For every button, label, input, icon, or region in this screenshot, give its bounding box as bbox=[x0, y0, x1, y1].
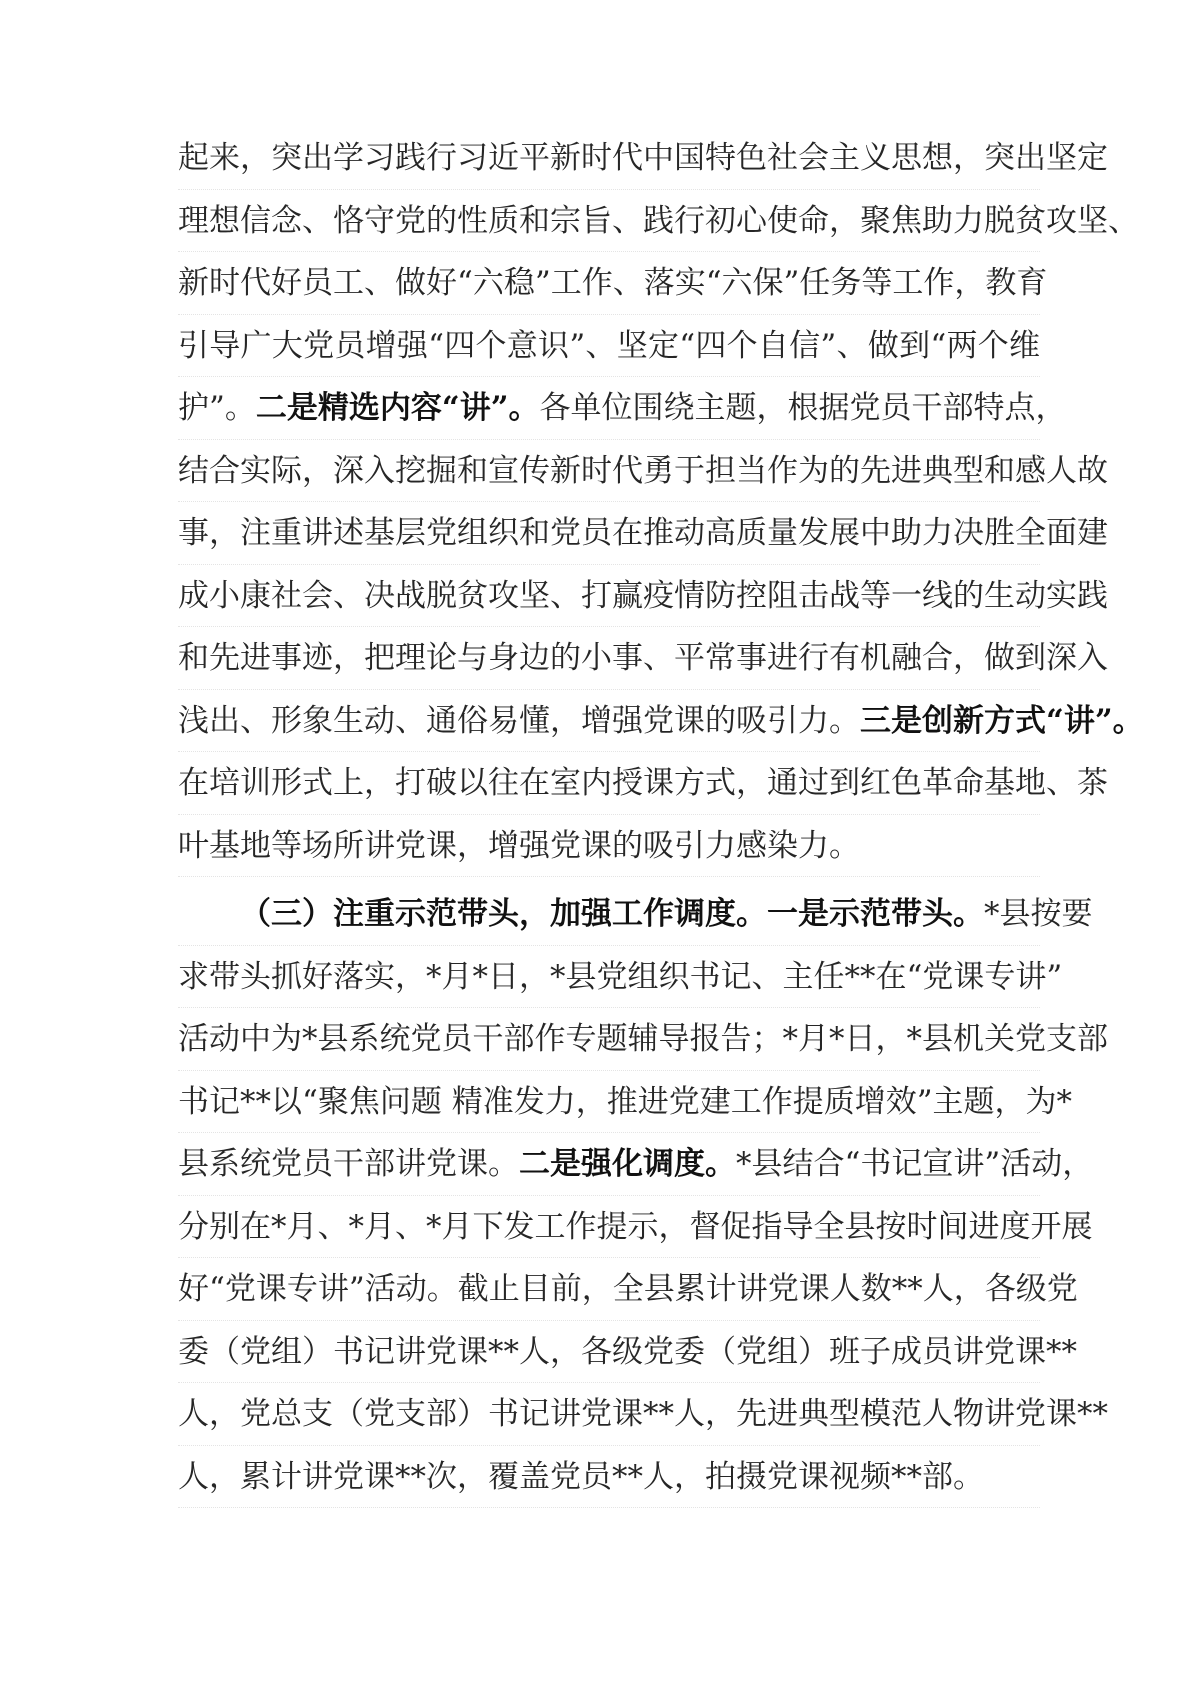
text-line bbox=[178, 1321, 1077, 1384]
body-text: 好“党课专讲”活动。截止目前，全县累计讲党课人数**人，各级党 bbox=[178, 1271, 1078, 1307]
bold-heading-text: 二是强化调度。 bbox=[519, 1146, 736, 1182]
text-line bbox=[178, 1071, 1073, 1134]
bold-heading-text: （三）注重示范带头，加强工作调度。一是示范带头。 bbox=[240, 896, 984, 932]
body-text: 引导广大党员增强“四个意识”、坚定“四个自信”、做到“两个维 bbox=[178, 327, 1040, 364]
body-text: 新时代好员工、做好“六稳”工作、落实“六保”任务等工作，教育 bbox=[178, 265, 1048, 301]
body-text: *县结合“书记宣讲”活动， bbox=[736, 1146, 1094, 1182]
body-text: 委（党组）书记讲党课**人，各级党委（党组）班子成员讲党课** bbox=[178, 1333, 1077, 1370]
body-text: *县按要 bbox=[984, 896, 1093, 932]
body-text: 结合实际，深入挖掘和宣传新时代勇于担当作为的先进典型和感人故 bbox=[178, 452, 1108, 489]
text-line bbox=[178, 627, 1108, 690]
body-text: 护”。 bbox=[178, 390, 256, 426]
body-text: 人，累计讲党课**次，覆盖党员**人，拍摄党课视频**部。 bbox=[178, 1458, 984, 1495]
text-line bbox=[178, 1383, 1108, 1446]
body-text: 求带头抓好落实，*月*日，*县党组织书记、主任**在“党课专讲” bbox=[178, 958, 1063, 995]
text-line bbox=[178, 1196, 1093, 1259]
document-body bbox=[178, 127, 1144, 1508]
bold-heading-text: 三是创新方式“讲”。 bbox=[860, 702, 1144, 739]
paragraph-1 bbox=[178, 127, 1144, 877]
body-text: 活动中为*县系统党员干部作专题辅导报告；*月*日，*县机关党支部 bbox=[178, 1021, 1108, 1057]
text-line bbox=[178, 190, 1139, 253]
text-line bbox=[178, 690, 1144, 753]
text-line bbox=[178, 1008, 1108, 1071]
body-text: 在培训形式上，打破以往在室内授课方式，通过到红色革命基地、茶 bbox=[178, 765, 1108, 801]
text-line bbox=[178, 315, 1040, 378]
text-line bbox=[178, 752, 1108, 815]
body-text: 书记**以“聚焦问题 精准发力，推进党建工作提质增效”主题，为* bbox=[178, 1083, 1073, 1120]
body-text: 成小康社会、决战脱贫攻坚、打赢疫情防控阻击战等一线的生动实践 bbox=[178, 577, 1108, 614]
text-line bbox=[178, 946, 1063, 1009]
text-line bbox=[178, 377, 1067, 440]
body-text: 和先进事迹，把理论与身边的小事、平常事进行有机融合，做到深入 bbox=[178, 640, 1108, 676]
body-text: 县系统党员干部讲党课。 bbox=[178, 1146, 519, 1182]
body-text: 理想信念、恪守党的性质和宗旨、践行初心使命，聚焦助力脱贫攻坚、 bbox=[178, 202, 1139, 239]
body-text: 叶基地等场所讲党课，增强党课的吸引力感染力。 bbox=[178, 827, 860, 864]
body-text: 事，注重讲述基层党组织和党员在推动高质量发展中助力决胜全面建 bbox=[178, 515, 1108, 551]
body-text: 起来，突出学习践行习近平新时代中国特色社会主义思想，突出坚定 bbox=[178, 140, 1108, 176]
body-text: 各单位围绕主题，根据党员干部特点， bbox=[539, 390, 1067, 426]
text-line bbox=[178, 1446, 1040, 1509]
text-line bbox=[178, 1133, 1094, 1196]
body-text: 人，党总支（党支部）书记讲党课**人，先进典型模范人物讲党课** bbox=[178, 1396, 1108, 1432]
paragraph-2 bbox=[178, 883, 1108, 1508]
text-line bbox=[178, 127, 1108, 190]
text-line bbox=[178, 440, 1108, 503]
body-text: 浅出、形象生动、通俗易懂，增强党课的吸引力。 bbox=[178, 702, 860, 739]
text-line bbox=[178, 565, 1108, 628]
text-line bbox=[178, 1258, 1078, 1321]
text-line bbox=[178, 252, 1048, 315]
bold-heading-text: 二是精选内容“讲”。 bbox=[255, 390, 540, 426]
body-text: 分别在*月、*月、*月下发工作提示，督促指导全县按时间进度开展 bbox=[178, 1208, 1093, 1245]
text-line bbox=[178, 815, 1040, 878]
text-line bbox=[178, 883, 1093, 946]
text-line bbox=[178, 502, 1108, 565]
